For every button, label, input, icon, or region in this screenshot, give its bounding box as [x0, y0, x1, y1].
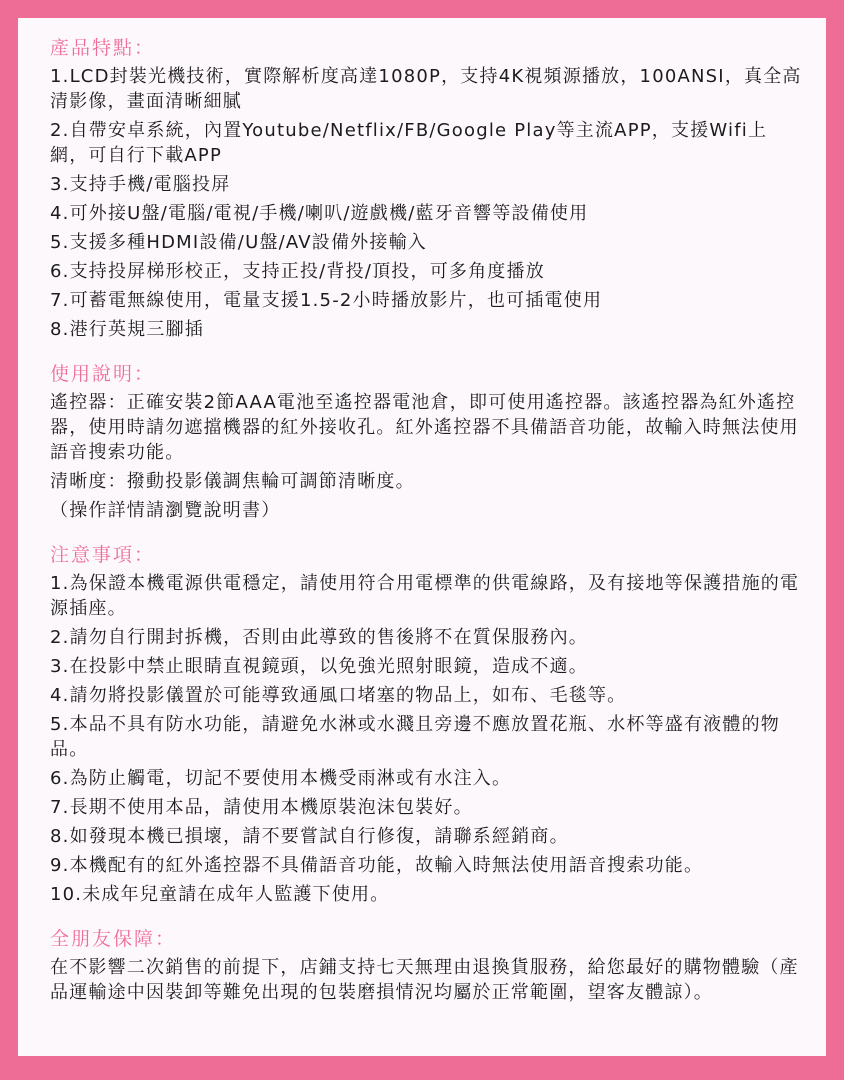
section-gap — [50, 527, 802, 541]
usage-section — [50, 360, 802, 523]
features-section — [50, 34, 802, 342]
notes-section — [50, 541, 802, 907]
section-gap — [50, 911, 802, 925]
note-item: 6.為防止觸電，切記不要使用本機受雨淋或有水注入。 — [50, 768, 512, 789]
feature-item: 7.可蓄電無線使用，電量支援1.5-2小時播放影片，也可插電使用 — [50, 290, 603, 311]
note-item: 5.本品不具有防水功能，請避免水淋或水濺且旁邊不應放置花瓶、水杯等盛有液體的物品。 — [50, 714, 780, 760]
note-item: 9.本機配有的紅外遙控器不具備語音功能，故輸入時無法使用語音搜索功能。 — [50, 855, 704, 876]
usage-item: （操作詳情請瀏覽說明書） — [50, 500, 281, 521]
feature-item: 4.可外接U盤/電腦/電視/手機/喇叭/遊戲機/藍牙音響等設備使用 — [50, 203, 589, 224]
feature-item: 3.支持手機/電腦投屏 — [50, 174, 231, 195]
notes-heading: 注意事項： — [50, 544, 156, 566]
note-item: 8.如發現本機已損壞，請不要嘗試自行修復，請聯系經銷商。 — [50, 826, 569, 847]
feature-item: 1.LCD封裝光機技術，實際解析度高達1080P，支持4K視頻源播放，100ANSI，真全高清影像，畫面清晰細膩 — [50, 66, 802, 112]
note-item: 7.長期不使用本品，請使用本機原裝泡沫包裝好。 — [50, 797, 473, 818]
feature-item: 8.港行英規三腳插 — [50, 319, 204, 340]
usage-item: 遙控器：正確安裝2節AAA電池至遙控器電池倉，即可使用遙控器。該遙控器為紅外遙控器，使用時請勿遮擋機器的紅外接收孔。紅外遙控器不具備語音功能，故輸入時無法使用語音搜索功能。 — [50, 392, 799, 463]
features-heading: 產品特點： — [50, 37, 156, 59]
guarantee-section — [50, 925, 802, 1005]
usage-item: 清晰度：撥動投影儀調焦輪可調節清晰度。 — [50, 471, 415, 492]
note-item: 3.在投影中禁止眼睛直視鏡頭，以免強光照射眼鏡，造成不適。 — [50, 656, 588, 677]
feature-item: 2.自帶安卓系統，內置Youtube/Netflix/FB/Google Play等主流APP，支援Wifi上網，可自行下載APP — [50, 120, 768, 166]
feature-item: 5.支援多種HDMI設備/U盤/AV設備外接輸入 — [50, 232, 427, 253]
note-item: 4.請勿將投影儀置於可能導致通風口堵塞的物品上，如布、毛毯等。 — [50, 685, 627, 706]
usage-heading: 使用說明： — [50, 363, 156, 385]
product-info-card — [18, 18, 826, 1056]
guarantee-item: 在不影響二次銷售的前提下，店鋪支持七天無理由退換貨服務，給您最好的購物體驗（產品運輸途中因裝卸等難免出現的包裝磨損情況均屬於正常範圍，望客友體諒）。 — [50, 957, 799, 1003]
feature-item: 6.支持投屏梯形校正，支持正投/背投/頂投，可多角度播放 — [50, 261, 545, 282]
note-item: 2.請勿自行開封拆機，否則由此導致的售後將不在質保服務內。 — [50, 627, 588, 648]
note-item: 10.未成年兒童請在成年人監護下使用。 — [50, 884, 390, 905]
note-item: 1.為保證本機電源供電穩定，請使用符合用電標準的供電線路，及有接地等保護措施的電源插座。 — [50, 573, 800, 619]
guarantee-heading: 全朋友保障： — [50, 928, 177, 950]
section-gap — [50, 346, 802, 360]
